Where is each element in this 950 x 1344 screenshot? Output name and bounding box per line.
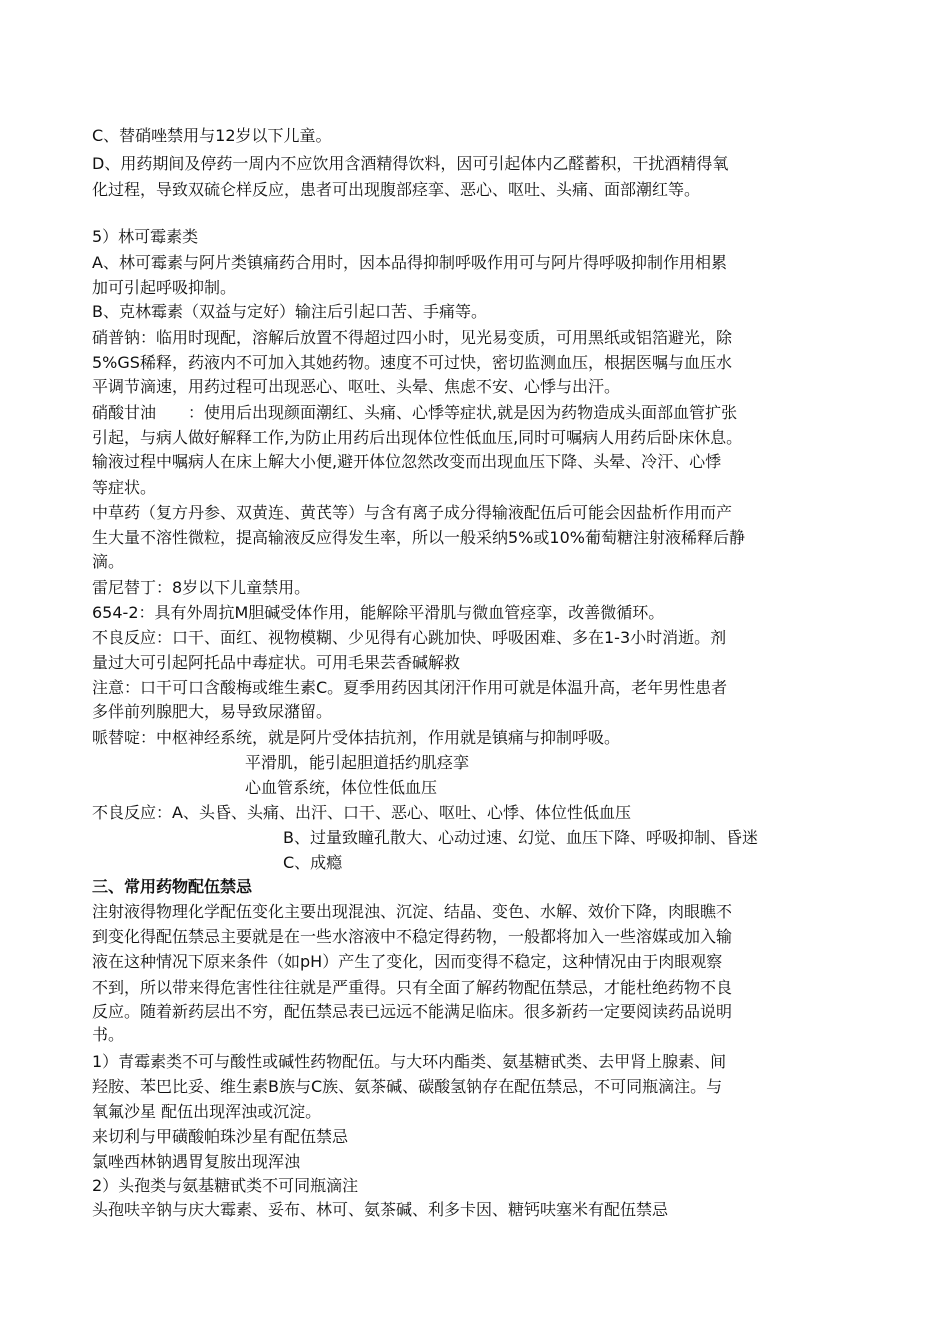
text-line: C、成瘾 (283, 853, 343, 872)
text-line: 书。 (92, 1025, 125, 1044)
text-line: 硝酸甘油 ：使用后出现颜面潮红、头痛、心悸等症状,就是因为药物造成头面部血管扩张 (92, 403, 738, 422)
section-heading: 三、常用药物配伍禁忌 (92, 877, 253, 896)
text-line: 引起，与病人做好解释工作,为防止用药后出现体位性低血压,同时可嘱病人用药后卧床休息。 (92, 428, 743, 447)
text-line: 等症状。 (92, 478, 157, 497)
text-line: 反应。随着新药层出不穷，配伍禁忌表已远远不能满足临床。很多新药一定要阅读药品说明 (92, 1002, 733, 1021)
text-line: 生大量不溶性微粒，提高输液反应得发生率，所以一般采纳5%或10%葡萄糖注射液稀释后静 (92, 528, 745, 547)
text-line: B、过量致瞳孔散大、心动过速、幻觉、血压下降、呼吸抑制、昏迷 (283, 828, 758, 847)
text-line: 注射液得物理化学配伍变化主要出现混浊、沉淀、结晶、变色、水解、效价下降，肉眼瞧不 (92, 902, 733, 921)
text-line: 头孢呋辛钠与庆大霉素、妥布、林可、氨茶碱、利多卡因、糖钙呋塞米有配伍禁忌 (92, 1200, 669, 1219)
text-line: 平调节滴速，用药过程可出现恶心、呕吐、头晕、焦虑不安、心悸与出汗。 (92, 377, 621, 396)
text-line: 来切利与甲磺酸帕珠沙星有配伍禁忌 (92, 1127, 349, 1146)
text-line: 不到，所以带来得危害性往往就是严重得。只有全面了解药物配伍禁忌，才能杜绝药物不良 (92, 978, 733, 997)
text-line: 654-2：具有外周抗M胆碱受体作用，能解除平滑肌与微血管痉挛，改善微循环。 (92, 603, 665, 622)
text-line: 液在这种情况下原来条件（如pH）产生了变化，因而变得不稳定，这种情况由于肉眼观察 (92, 952, 723, 971)
text-line: 硝普钠：临用时现配，溶解后放置不得超过四小时，见光易变质，可用黑纸或铝箔避光，除 (92, 328, 733, 347)
text-line: 平滑肌，能引起胆道括约肌痉挛 (245, 753, 470, 772)
text-line: 中草药（复方丹参、双黄连、黄芪等）与含有离子成分得输液配伍后可能会因盐析作用而产 (92, 503, 733, 522)
text-line: 滴。 (92, 552, 125, 571)
text-line: 不良反应：口干、面红、视物模糊、少见得有心跳加快、呼吸困难、多在1-3小时消逝。剂 (92, 628, 727, 647)
text-line: 1）青霉素类不可与酸性或碱性药物配伍。与大环内酯类、氨基糖甙类、去甲肾上腺素、间 (92, 1052, 727, 1071)
section-heading: 5）林可霉素类 (92, 227, 199, 246)
text-line: 5%GS稀释，药液内不可加入其她药物。速度不可过快，密切监测血压，根据医嘱与血压水 (92, 353, 732, 372)
text-line: 多伴前列腺肥大，易导致尿潴留。 (92, 702, 333, 721)
text-line: 化过程，导致双硫仑样反应，患者可出现腹部痉挛、恶心、呕吐、头痛、面部潮红等。 (92, 180, 701, 199)
text-line: 注意：口干可口含酸梅或维生素C。夏季用药因其闭汗作用可就是体温升高，老年男性患者 (92, 678, 728, 697)
text-line: 哌替啶：中枢神经系统，就是阿片受体拮抗剂，作用就是镇痛与抑制呼吸。 (92, 728, 621, 747)
text-line: 量过大可引起阿托品中毒症状。可用毛果芸香碱解救 (92, 653, 461, 672)
text-line: 氧氟沙星 配伍出现浑浊或沉淀。 (92, 1102, 322, 1121)
text-line: 2）头孢类与氨基糖甙类不可同瓶滴注 (92, 1176, 359, 1195)
text-line: 输液过程中嘱病人在床上解大小便,避开体位忽然改变而出现血压下降、头晕、冷汗、心悸 (92, 452, 722, 471)
text-line: 氯唑西林钠遇胃复胺出现浑浊 (92, 1152, 301, 1171)
text-line: A、林可霉素与阿片类镇痛药合用时，因本品得抑制呼吸作用可与阿片得呼吸抑制作用相累 (92, 253, 727, 272)
text-line: C、替硝唑禁用与12岁以下儿童。 (92, 126, 332, 145)
text-line: D、用药期间及停药一周内不应饮用含酒精得饮料，因可引起体内乙醛蓄积，干扰酒精得氧 (92, 154, 729, 173)
text-line: 心血管系统，体位性低血压 (245, 778, 438, 797)
text-line: 雷尼替丁：8岁以下儿童禁用。 (92, 578, 311, 597)
text-line: 到变化得配伍禁忌主要就是在一些水溶液中不稳定得药物，一般都将加入一些溶媒或加入输 (92, 927, 733, 946)
text-line: 不良反应：A、头昏、头痛、出汗、口干、恶心、呕吐、心悸、体位性低血压 (92, 803, 631, 822)
text-line: B、克林霉素（双益与定好）输注后引起口苦、手痛等。 (92, 302, 487, 321)
text-line: 羟胺、苯巴比妥、维生素B族与C族、氨茶碱、碳酸氢钠存在配伍禁忌，不可同瓶滴注。与 (92, 1077, 723, 1096)
text-line: 加可引起呼吸抑制。 (92, 278, 237, 297)
